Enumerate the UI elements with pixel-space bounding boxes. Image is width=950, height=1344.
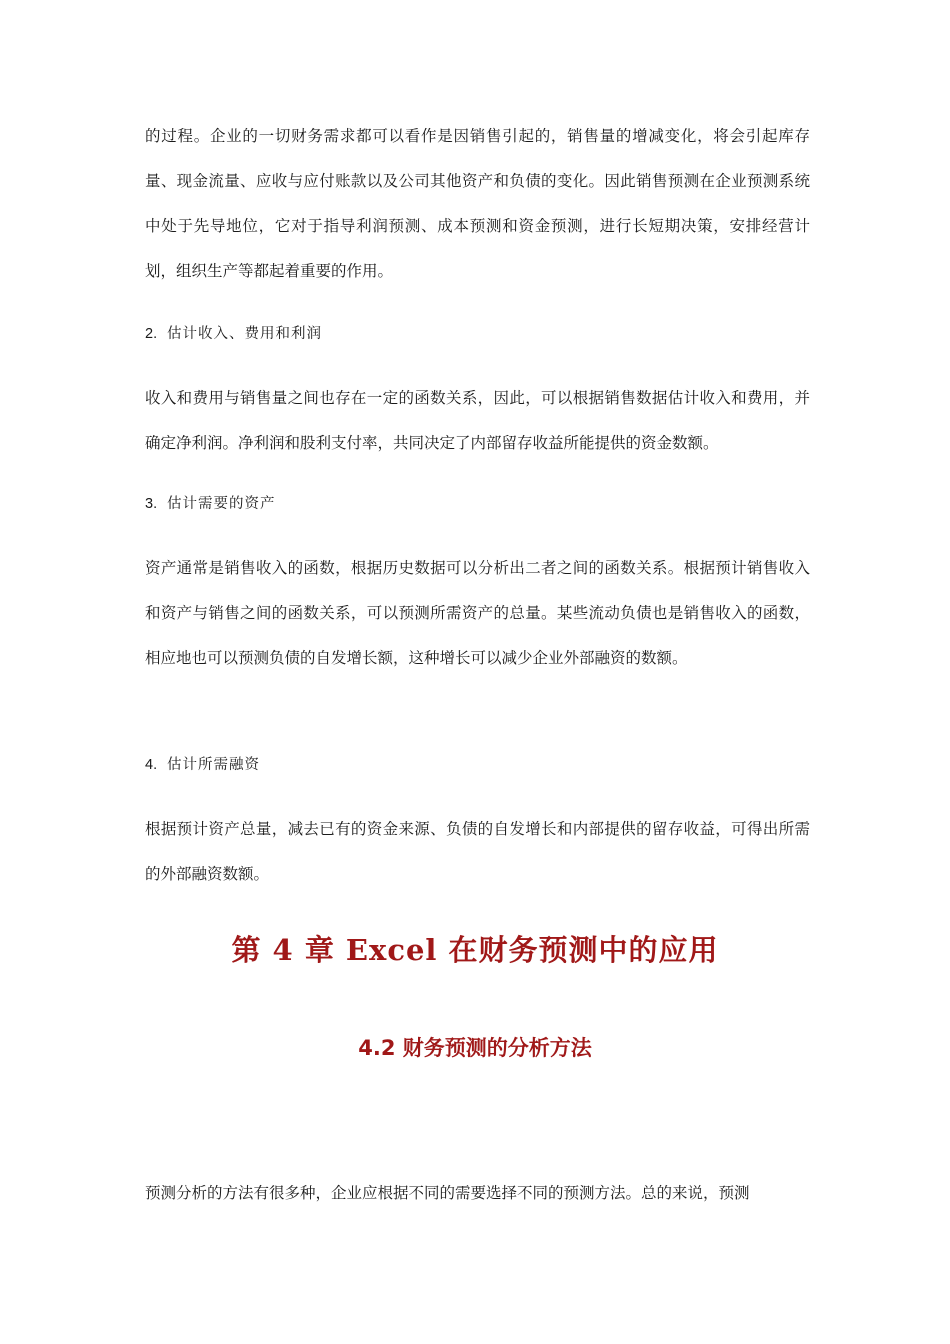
chapter-title: 第 4 章 Excel 在财务预测中的应用 (231, 933, 719, 967)
heading-estimate-financing (145, 755, 260, 775)
paragraph-forecast-methods: 预测分析的方法有很多种，企业应根据不同的需要选择不同的预测方法。总的来说，预测 (145, 1184, 750, 1202)
heading-number: 3. (145, 496, 158, 512)
section-title: 4.2 财务预测的分析方法 (358, 1036, 592, 1060)
heading-number: 2. (145, 326, 158, 342)
heading-estimate-assets (145, 494, 276, 514)
heading-text: 估计需要的资产 (167, 496, 276, 512)
paragraph-assets: 资产通常是销售收入的函数，根据历史数据可以分析出二者之间的函数关系。根据预计销售收入和资产与销售之间的函数关系，可以预测所需资产的总量。某些流动负债也是销售收入的函数，相应地也可以预测负债的自发增长额，这种增长可以减少企业外部融资的数额。 (145, 559, 810, 667)
paragraph-income-expense: 收入和费用与销售量之间也存在一定的函数关系，因此，可以根据销售数据估计收入和费用，并确定净利润。净利润和股利支付率，共同决定了内部留存收益所能提供的资金数额。 (145, 389, 810, 452)
heading-estimate-income (145, 324, 322, 344)
paragraph-sales-forecast: 的过程。企业的一切财务需求都可以看作是因销售引起的，销售量的增减变化，将会引起库存量、现金流量、应收与应付账款以及公司其他资产和负债的变化。因此销售预测在企业预测系统中处于先导地位，它对于指导利润预测、成本预测和资金预测，进行长短期决策，安排经营计划，组织生产等都起着重要的作用。 (145, 127, 810, 280)
heading-text: 估计所需融资 (167, 757, 260, 773)
heading-text: 估计收入、费用和利润 (167, 326, 322, 342)
paragraph-financing: 根据预计资产总量，减去已有的资金来源、负债的自发增长和内部提供的留存收益，可得出所需的外部融资数额。 (145, 820, 810, 883)
heading-number: 4. (145, 757, 158, 773)
